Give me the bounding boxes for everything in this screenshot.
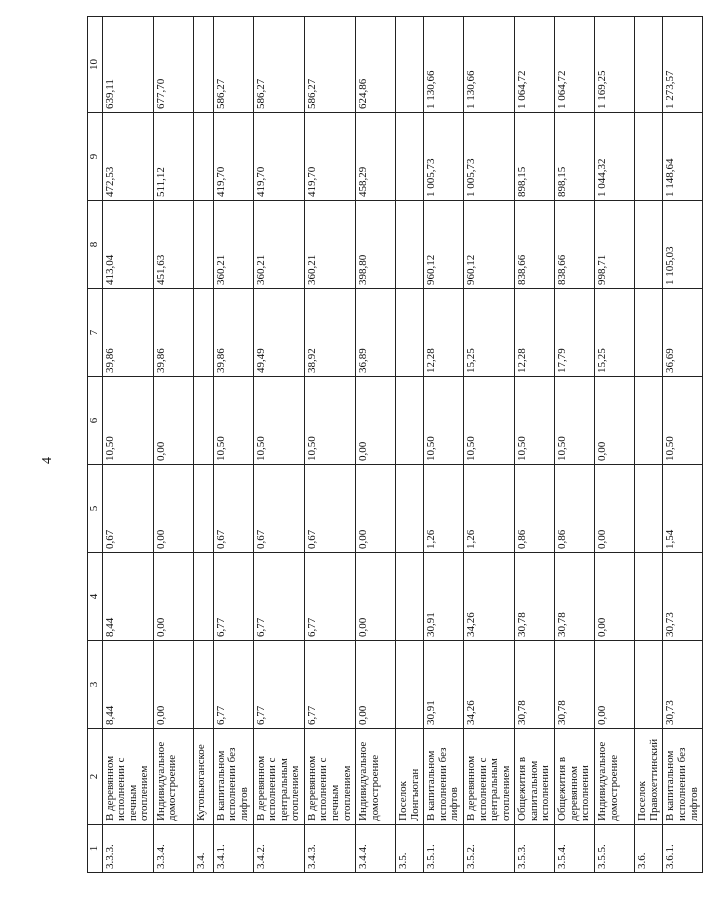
value-cell: 15,25 [595,289,635,377]
header-cell: 5 [88,465,103,553]
row-label-cell: В деревянном исполнении с печным отоплением [102,729,153,825]
value-cell: 586,27 [213,17,253,113]
value-cell: 960,12 [464,201,515,289]
value-cell [193,201,213,289]
header-cell: 10 [88,17,103,113]
value-cell [635,17,663,113]
value-cell: 0,00 [153,553,193,641]
table-row [595,17,635,873]
value-cell: 1 273,57 [663,17,703,113]
value-cell: 398,80 [356,201,396,289]
value-cell: 0,00 [153,377,193,465]
value-cell: 838,66 [515,201,555,289]
value-cell: 0,86 [515,465,555,553]
row-label-cell: В деревянном исполнении с центральным отоплением [253,729,304,825]
value-cell [635,641,663,729]
value-cell: 39,86 [213,289,253,377]
value-cell: 1 169,25 [595,17,635,113]
row-number-cell: 3.5. [396,825,424,873]
value-cell [635,201,663,289]
value-cell [193,377,213,465]
header-cell: 9 [88,113,103,201]
value-cell: 0,00 [595,465,635,553]
value-cell: 8,44 [102,641,153,729]
value-cell: 586,27 [304,17,355,113]
value-cell: 17,79 [555,289,595,377]
value-cell: 0,00 [356,465,396,553]
table-row [424,17,464,873]
value-cell: 1 105,03 [663,201,703,289]
row-number-cell: 3.4. [193,825,213,873]
row-label-cell: Общежития в капитальном исполнении [515,729,555,825]
row-number-cell: 3.6.1. [663,825,703,873]
value-cell [396,17,424,113]
value-cell: 38,92 [304,289,355,377]
value-cell: 677,70 [153,17,193,113]
value-cell [396,641,424,729]
row-label-cell: Кутопьюганское [193,729,213,825]
row-label-cell: Индивидуальное домостроение [356,729,396,825]
tariff-table [87,16,703,873]
value-cell: 30,73 [663,641,703,729]
row-number-cell: 3.6. [635,825,663,873]
rotated-table-container [87,17,700,873]
value-cell: 419,70 [304,113,355,201]
value-cell: 30,91 [424,553,464,641]
value-cell: 1 130,66 [464,17,515,113]
row-number-cell: 3.5.1. [424,825,464,873]
row-number-cell: 3.5.3. [515,825,555,873]
value-cell: 1,26 [424,465,464,553]
value-cell: 0,00 [356,641,396,729]
value-cell: 960,12 [424,201,464,289]
value-cell [193,17,213,113]
row-label-cell: Поселок Лонгъюган [396,729,424,825]
value-cell: 360,21 [213,201,253,289]
value-cell [396,201,424,289]
value-cell: 0,00 [595,377,635,465]
value-cell: 10,50 [555,377,595,465]
section-row [396,17,424,873]
header-cell: 8 [88,201,103,289]
value-cell [396,113,424,201]
value-cell [193,553,213,641]
value-cell: 6,77 [304,553,355,641]
row-label-cell: В капитальном исполнении без лифтов [424,729,464,825]
section-row [635,17,663,873]
value-cell: 0,67 [102,465,153,553]
header-cell: 2 [88,729,103,825]
value-cell: 586,27 [253,17,304,113]
value-cell: 36,69 [663,289,703,377]
table-row [213,17,253,873]
value-cell: 30,91 [424,641,464,729]
value-cell [193,641,213,729]
value-cell: 12,28 [424,289,464,377]
value-cell: 1 130,66 [424,17,464,113]
value-cell: 472,53 [102,113,153,201]
row-number-cell: 3.4.3. [304,825,355,873]
value-cell: 898,15 [555,113,595,201]
header-cell: 4 [88,553,103,641]
value-cell: 0,00 [356,553,396,641]
value-cell: 998,71 [595,201,635,289]
table-row [663,17,703,873]
value-cell: 10,50 [515,377,555,465]
value-cell: 1 064,72 [555,17,595,113]
value-cell: 413,04 [102,201,153,289]
section-row [193,17,213,873]
value-cell: 6,77 [213,641,253,729]
row-label-cell: Общежития в деревянном исполнении [555,729,595,825]
row-label-cell: В капитальном исполнении без лифтов [663,729,703,825]
page-number: 4 [40,457,55,464]
header-cell: 6 [88,377,103,465]
value-cell: 639,11 [102,17,153,113]
value-cell: 30,78 [515,553,555,641]
value-cell: 39,86 [102,289,153,377]
value-cell [635,465,663,553]
value-cell: 49,49 [253,289,304,377]
value-cell: 6,77 [213,553,253,641]
value-cell [396,289,424,377]
value-cell: 12,28 [515,289,555,377]
value-cell [635,289,663,377]
value-cell: 0,00 [153,641,193,729]
table-row [356,17,396,873]
header-cell: 1 [88,825,103,873]
table-row [555,17,595,873]
value-cell: 0,67 [304,465,355,553]
table-row [102,17,153,873]
value-cell: 624,86 [356,17,396,113]
value-cell: 1,26 [464,465,515,553]
row-number-cell: 3.5.5. [595,825,635,873]
value-cell [193,289,213,377]
header-cell: 7 [88,289,103,377]
value-cell: 10,50 [253,377,304,465]
value-cell: 1 148,64 [663,113,703,201]
value-cell: 6,77 [253,641,304,729]
row-number-cell: 3.4.4. [356,825,396,873]
value-cell: 1 064,72 [515,17,555,113]
value-cell: 1 005,73 [464,113,515,201]
value-cell: 30,73 [663,553,703,641]
table-body [102,17,703,873]
row-label-cell: В капитальном исполнении без лифтов [213,729,253,825]
value-cell: 1,54 [663,465,703,553]
value-cell: 1 005,73 [424,113,464,201]
row-number-cell: 3.3.3. [102,825,153,873]
value-cell: 36,89 [356,289,396,377]
value-cell: 0,00 [595,553,635,641]
table-row [253,17,304,873]
value-cell: 30,78 [555,641,595,729]
header-row [88,17,103,873]
value-cell: 838,66 [555,201,595,289]
row-number-cell: 3.4.2. [253,825,304,873]
value-cell: 0,67 [213,465,253,553]
value-cell: 360,21 [253,201,304,289]
value-cell: 10,50 [663,377,703,465]
table-row [464,17,515,873]
value-cell: 6,77 [304,641,355,729]
value-cell: 419,70 [213,113,253,201]
row-label-cell: В деревянном исполнении с печным отоплением [304,729,355,825]
value-cell [193,465,213,553]
value-cell [396,377,424,465]
value-cell: 30,78 [515,641,555,729]
row-label-cell: Поселок Правохеттинский [635,729,663,825]
value-cell: 10,50 [464,377,515,465]
value-cell: 511,12 [153,113,193,201]
value-cell: 0,67 [253,465,304,553]
value-cell [635,377,663,465]
value-cell: 34,26 [464,553,515,641]
value-cell: 458,29 [356,113,396,201]
value-cell: 30,78 [555,553,595,641]
row-label-cell: Индивидуальное домостроение [153,729,193,825]
table-row [153,17,193,873]
row-label-cell: Индивидуальное домостроение [595,729,635,825]
row-number-cell: 3.5.4. [555,825,595,873]
header-cell: 3 [88,641,103,729]
value-cell: 10,50 [213,377,253,465]
value-cell: 34,26 [464,641,515,729]
row-label-cell: В деревянном исполнении с центральным отоплением [464,729,515,825]
value-cell: 0,86 [555,465,595,553]
value-cell: 360,21 [304,201,355,289]
value-cell: 39,86 [153,289,193,377]
row-number-cell: 3.4.1. [213,825,253,873]
row-number-cell: 3.5.2. [464,825,515,873]
value-cell [635,113,663,201]
value-cell: 1 044,32 [595,113,635,201]
value-cell: 10,50 [102,377,153,465]
value-cell: 419,70 [253,113,304,201]
value-cell: 8,44 [102,553,153,641]
value-cell: 10,50 [304,377,355,465]
value-cell: 0,00 [595,641,635,729]
value-cell: 451,63 [153,201,193,289]
value-cell: 0,00 [356,377,396,465]
value-cell: 0,00 [153,465,193,553]
value-cell [396,553,424,641]
table-row [304,17,355,873]
value-cell [193,113,213,201]
value-cell: 898,15 [515,113,555,201]
value-cell: 10,50 [424,377,464,465]
table-row [515,17,555,873]
value-cell [396,465,424,553]
value-cell: 6,77 [253,553,304,641]
value-cell [635,553,663,641]
value-cell: 15,25 [464,289,515,377]
row-number-cell: 3.3.4. [153,825,193,873]
